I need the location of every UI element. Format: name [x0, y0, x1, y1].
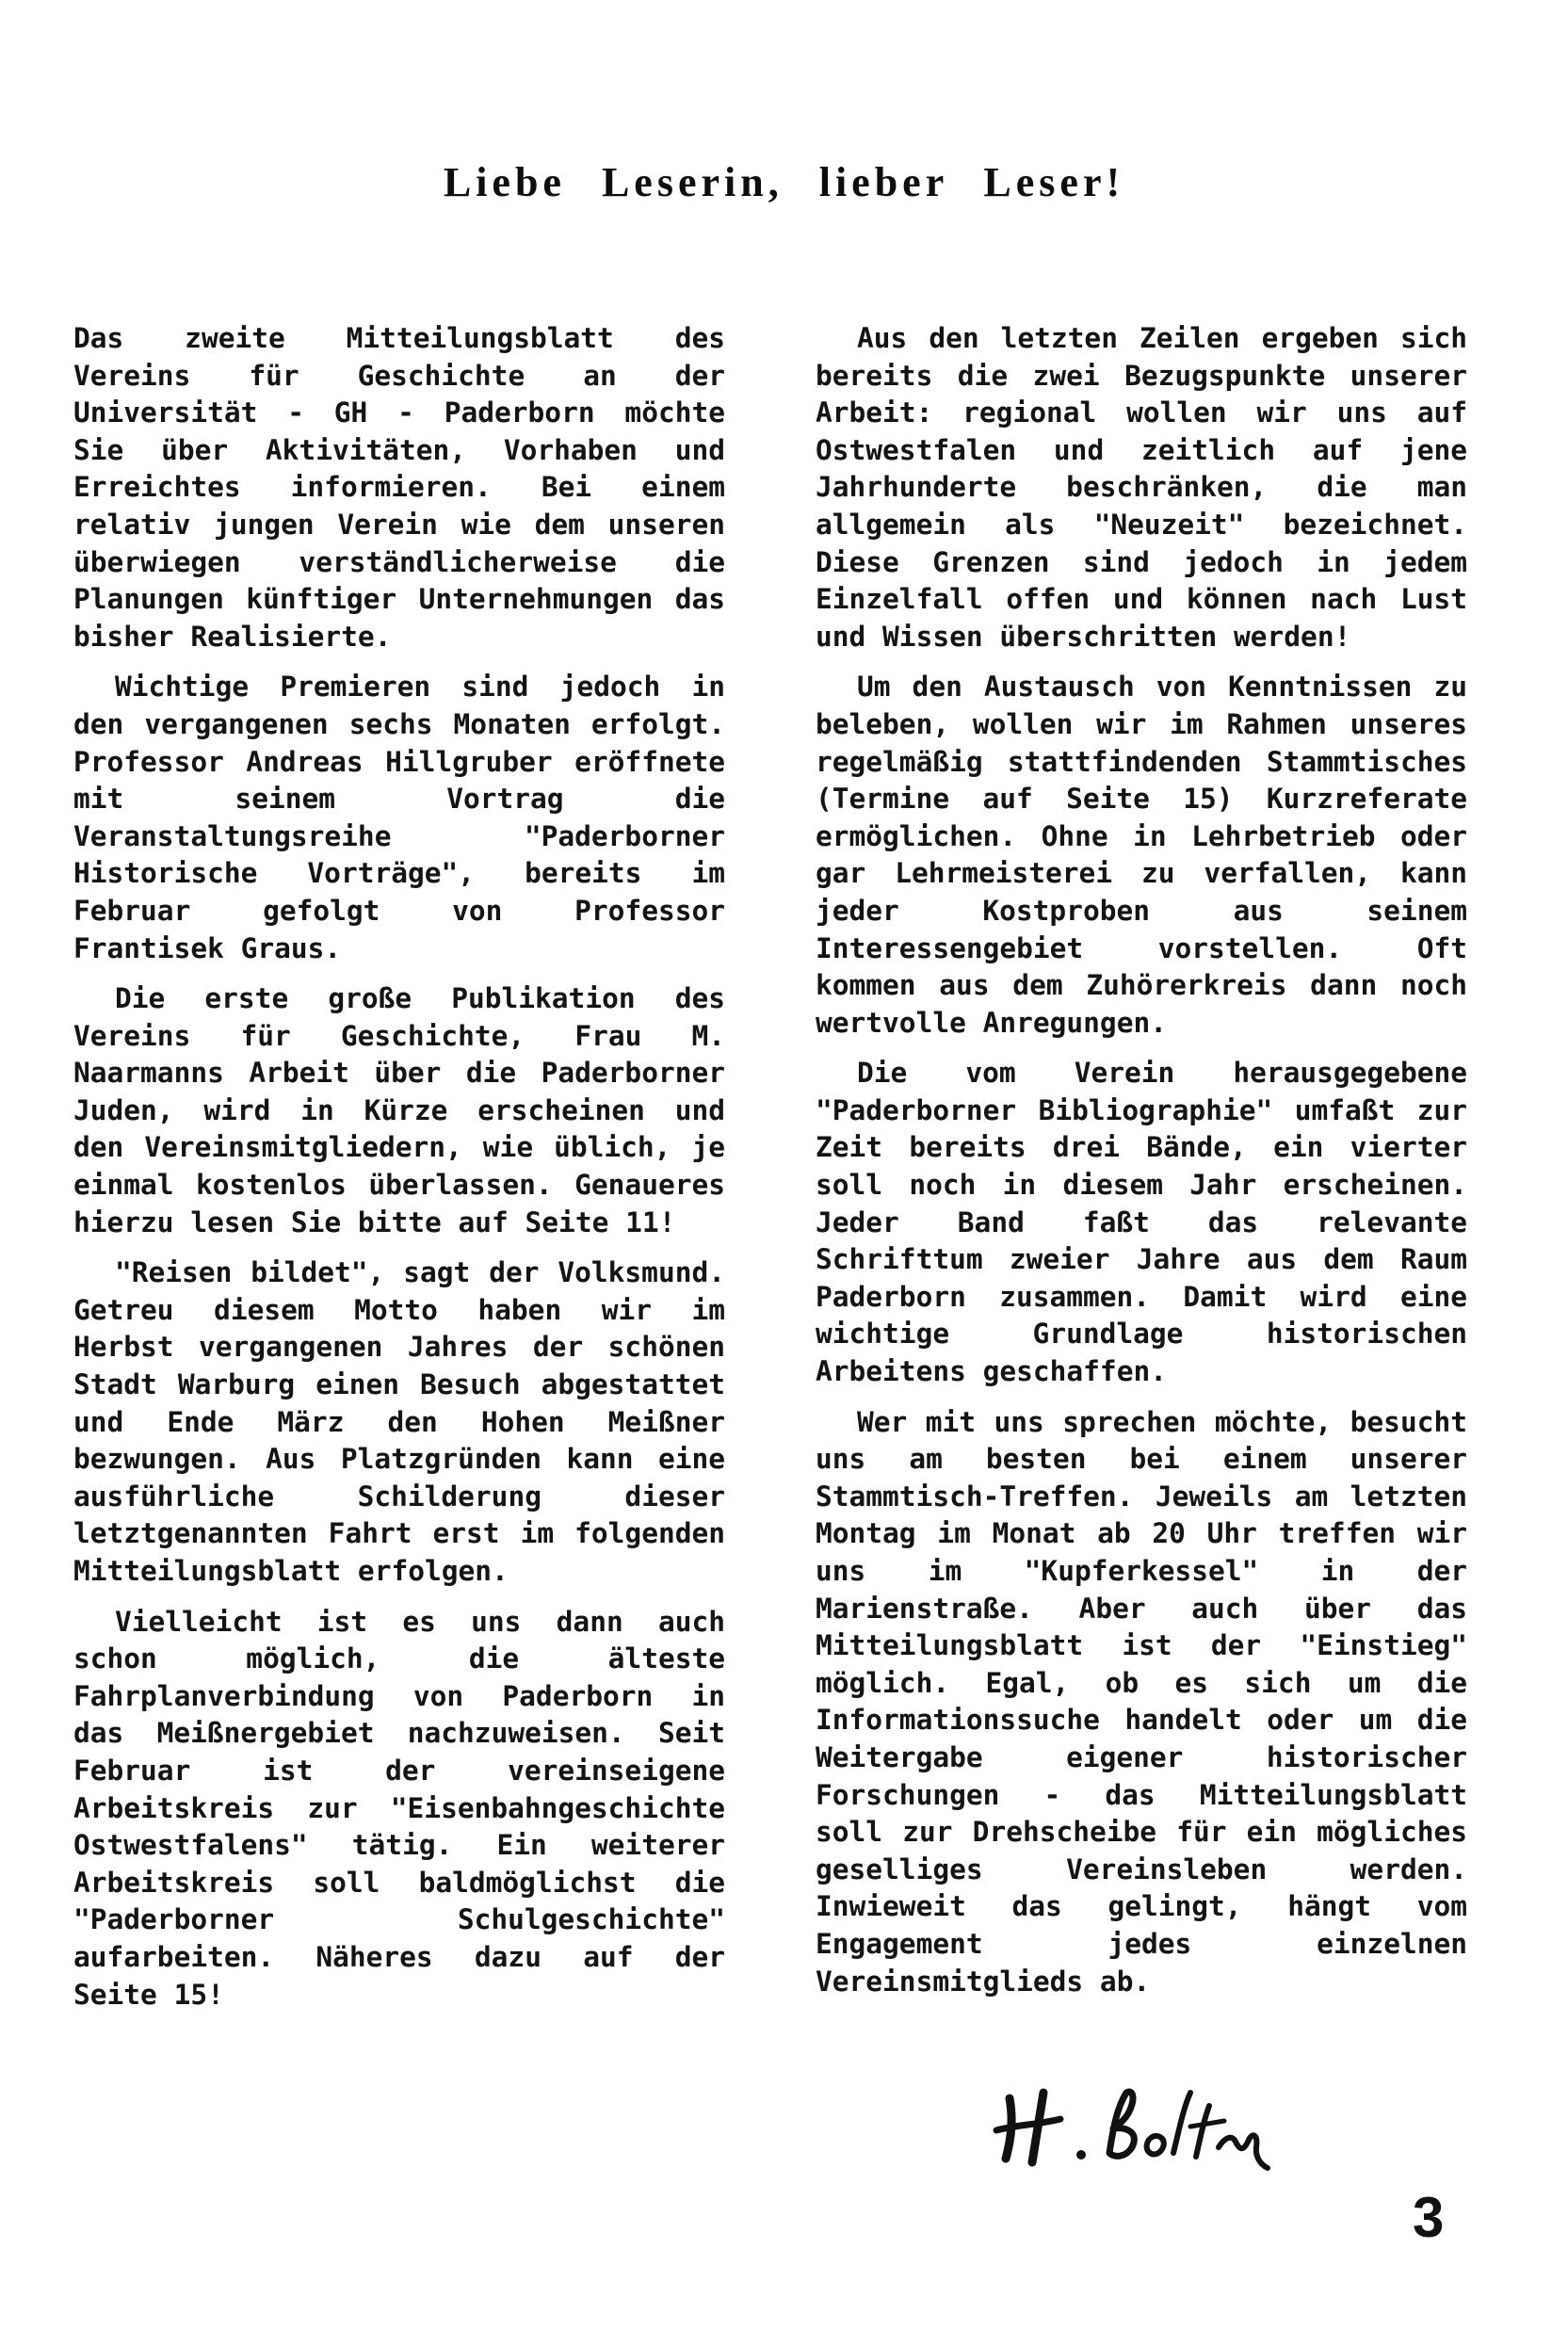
left-column	[73, 320, 725, 2027]
paragraph-working-groups: Vielleicht ist es uns dann auch schon möglich, die älteste Fahrplanverbindung von Paderborn in das Meißnergebiet nachzuweisen. Seit Februar ist der vereinseigene Arbeitskreis zur "Eisenbahngeschichte Ostwestfalens" tätig. Ein weiterer Arbeitskreis soll baldmöglichst die "Paderborner Schulgeschichte" aufarbeiten. Näheres dazu auf der Seite 15!	[73, 1605, 725, 2011]
paragraph-contact: Wer mit uns sprechen möchte, besucht uns am besten bei einem unserer Stammtisch-Treffen. Jeweils am letzten Montag im Monat ab 20 Uhr treffen wir uns im "Kupferkessel" in der Marienstraße. Aber auch über das Mitteilungsblatt ist der "Einstieg" möglich. Egal, ob es sich um die Informationssuche handelt oder um die Weitergabe eigener historischer Forschungen - das Mitteilungsblatt soll zur Drehscheibe für ein mögliches geselliges Vereinsleben werden. Inwieweit das gelingt, hängt vom Engagement jedes einzelnen Vereinsmitglieds ab.	[816, 1405, 1467, 1998]
paragraph-travel: "Reisen bildet", sagt der Volksmund. Getreu diesem Motto haben wir im Herbst vergangenen Jahres der schönen Stadt Warburg einen Besuch abgestattet und Ende März den Hohen Meißner bezwungen. Aus Platzgründen kann eine ausführliche Schilderung dieser letztgenannten Fahrt erst im folgenden Mitteilungsblatt erfolgen.	[73, 1256, 725, 1587]
paragraph-bibliography: Die vom Verein herausgegebene "Paderborner Bibliographie" umfaßt zur Zeit bereits drei Bände, ein vierter soll noch in diesem Jahr erscheinen. Jeder Band faßt das relevante Schrifttum zweier Jahre aus dem Raum Paderborn zusammen. Damit wird eine wichtige Grundlage historischen Arbeitens geschaffen.	[816, 1057, 1467, 1388]
right-column	[816, 320, 1467, 2014]
handwritten-signature-icon	[989, 2072, 1271, 2176]
paragraph-stammtisch-talks: Um den Austausch von Kenntnissen zu beleben, wollen wir im Rahmen unseres regelmäßig stattfindenden Stammtisches (Termine auf Seite 15) Kurzreferate ermöglichen. Ohne in Lehrbetrieb oder gar Lehrmeisterei zu verfallen, kann jeder Kostproben aus seinem Interessengebiet vorstellen. Oft kommen aus dem Zuhörerkreis dann noch wertvolle Anregungen.	[816, 671, 1467, 1039]
paragraph-publication: Die erste große Publikation des Vereins für Geschichte, Frau M. Naarmanns Arbeit über die Paderborner Juden, wird in Kürze erscheinen und den Vereinsmitgliedern, wie üblich, je einmal kostenlos überlassen. Genaueres hierzu lesen Sie bitte auf Seite 11!	[73, 982, 725, 1238]
paragraph-premieres: Wichtige Premieren sind jedoch in den vergangenen sechs Monaten erfolgt. Professor Andreas Hillgruber eröffnete mit seinem Vortrag die Veranstaltungsreihe "Paderborner Historische Vorträge", bereits im Februar gefolgt von Professor Frantisek Graus.	[73, 671, 725, 964]
paragraph-intro: Das zweite Mitteilungsblatt des Vereins für Geschichte an der Universität - GH - Paderborn möchte Sie über Aktivitäten, Vorhaben und Erreichtes informieren. Bei einem relativ jungen Verein wie dem unseren überwiegen verständlicherweise die Planungen künftiger Unternehmungen das bisher Realisierte.	[73, 322, 725, 653]
page-number: 3	[1413, 2186, 1445, 2249]
paragraph-focus: Aus den letzten Zeilen ergeben sich bereits die zwei Bezugspunkte unserer Arbeit: regional wollen wir uns auf Ostwestfalen und zeitlich auf jene Jahrhunderte beschränken, die man allgemein als "Neuzeit" bezeichnet. Diese Grenzen sind jedoch in jedem Einzelfall offen und können nach Lust und Wissen überschritten werden!	[816, 322, 1467, 653]
page-title: Liebe Leserin, lieber Leser!	[443, 159, 1125, 205]
